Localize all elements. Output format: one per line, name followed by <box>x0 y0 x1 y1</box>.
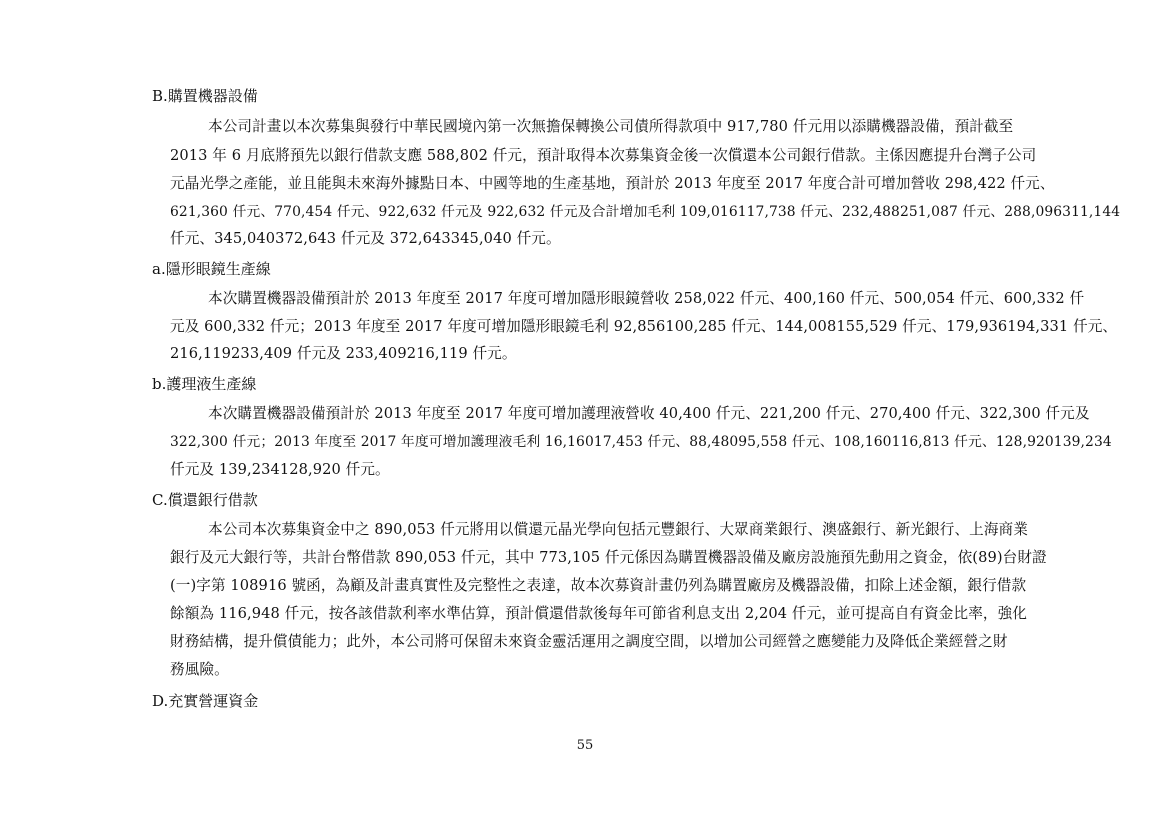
page-number: 55 <box>576 738 594 753</box>
section-heading-d: D.充實營運資金 <box>152 692 259 710</box>
paragraph-line: 本公司計畫以本次募集與發行中華民國境內第一次無擔保轉換公司債所得款項中 917,780 仟元用以添購機器設備，預計截至 <box>208 118 1014 135</box>
paragraph-line: 本次購置機器設備預計於 2013 年度至 2017 年度可增加護理液營收 40,400 仟元、221,200 仟元、270,400 仟元、322,300 仟元及 <box>208 405 1090 422</box>
section-heading-a: a.隱形眼鏡生產線 <box>152 260 271 278</box>
paragraph-line: 本公司本次募集資金中之 890,053 仟元將用以償還元晶光學向包括元豐銀行、大眾商業銀行、澳盛銀行、新光銀行、上海商業 <box>208 521 1028 538</box>
paragraph-line: 仟元及 139,234128,920 仟元。 <box>170 461 390 478</box>
paragraph-line: 216,119233,409 仟元及 233,409216,119 仟元。 <box>170 345 517 362</box>
paragraph-line: 本次購置機器設備預計於 2013 年度至 2017 年度可增加隱形眼鏡營收 258,022 仟元、400,160 仟元、500,054 仟元、600,332 仟 <box>208 290 1085 307</box>
paragraph-line: 務風險。 <box>170 661 229 678</box>
paragraph-line: 621,360 仟元、770,454 仟元、922,632 仟元及 922,632 仟元及合計增加毛利 109,016117,738 仟元、232,488251,087 仟元、288,096311,144 <box>170 204 1121 220</box>
paragraph-line: 元及 600,332 仟元；2013 年度至 2017 年度可增加隱形眼鏡毛利 92,856100,285 仟元、144,008155,529 仟元、179,936194,331 仟元、 <box>170 318 1118 335</box>
paragraph-line: 財務結構，提升償債能力；此外，本公司將可保留未來資金靈活運用之調度空間，以增加公司經營之應變能力及降低企業經營之財 <box>170 633 1008 650</box>
paragraph-line: (一)字第 108916 號函，為顧及計畫真實性及完整性之表達，故本次募資計畫仍列為購置廠房及機器設備，扣除上述金額，銀行借款 <box>170 577 1027 594</box>
section-heading-c: C.償還銀行借款 <box>152 491 258 509</box>
section-heading-b-sub: b.護理液生產線 <box>152 375 257 393</box>
paragraph-line: 元晶光學之產能，並且能與未來海外據點日本、中國等地的生產基地，預計於 2013 年度至 2017 年度合計可增加營收 298,422 仟元、 <box>170 175 1055 192</box>
paragraph-line: 仟元、345,040372,643 仟元及 372,643345,040 仟元。 <box>170 230 561 247</box>
paragraph-line: 銀行及元大銀行等，共計台幣借款 890,053 仟元，其中 773,105 仟元係因為購置機器設備及廠房設施預先動用之資金，依(89)台財證 <box>170 549 1047 566</box>
paragraph-line: 322,300 仟元；2013 年度至 2017 年度可增加護理液毛利 16,16017,453 仟元、88,48095,558 仟元、108,160116,813 仟元、128,920139,234 <box>170 434 1112 450</box>
section-heading-b: B.購置機器設備 <box>152 87 258 105</box>
paragraph-line: 2013 年 6 月底將預先以銀行借款支應 588,802 仟元，預計取得本次募集資金後一次償還本公司銀行借款。主係因應提升台灣子公司 <box>170 147 1037 164</box>
paragraph-line: 餘額為 116,948 仟元，按各該借款利率水準估算，預計償還借款後每年可節省利息支出 2,204 仟元，並可提高自有資金比率，強化 <box>170 605 1027 622</box>
